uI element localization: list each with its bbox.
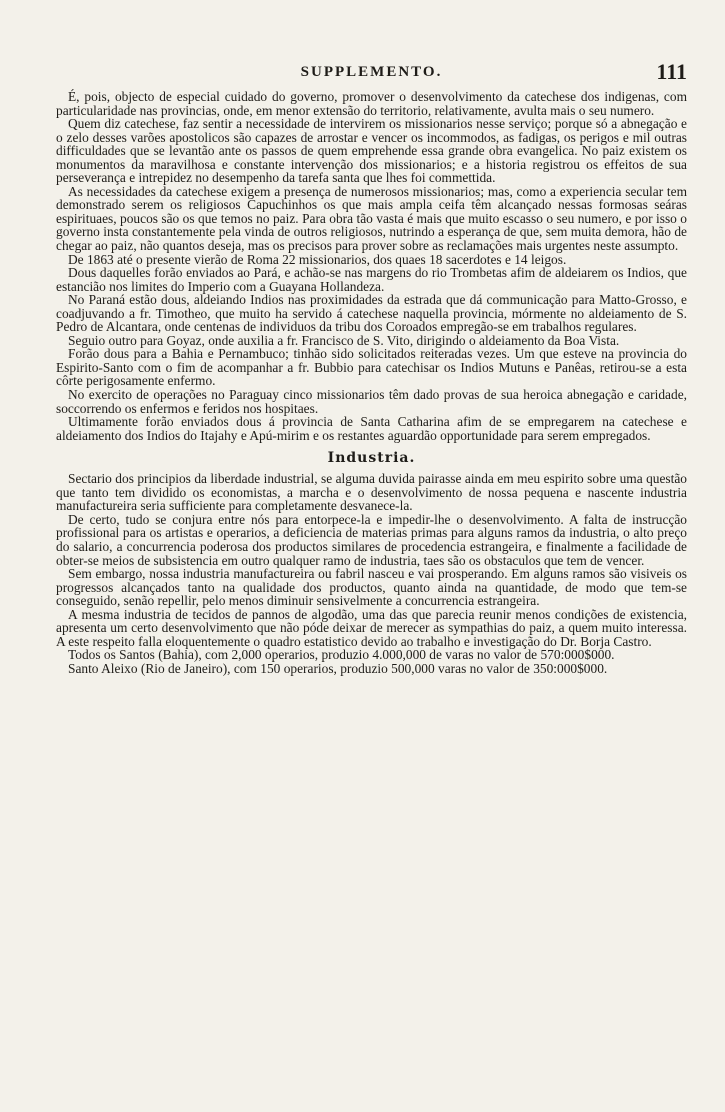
paragraph: Seguio outro para Goyaz, onde auxilia a fr. Francisco de S. Vito, dirigindo o aldeiamento da Boa Vista. [68, 332, 620, 348]
running-title: SUPPLEMENTO. [300, 64, 443, 80]
paragraph: Dous daquelles forão enviados ao Pará, e achão-se nas margens do rio Trombetas afim de aldeiarem os Indios, que estancião nos limites do Imperio com a Guayana Hollandeza. [56, 265, 687, 294]
paragraph: No Paraná estão dous, aldeiando Indios nas proximidades da estrada que dá communicação para Matto-Grosso, e coadjuvando a fr. Timotheo, que muito ha servido á catechese naquella provincia, mórmente no aldeiamento de S. Pedro de Alcantara, onde centenas de individuos da tribu dos Coroados empregão-se em trabalhos regulares. [56, 292, 687, 335]
paragraph: Quem diz catechese, faz sentir a necessidade de intervirem os missionarios nesse serviço; porque só a abnegação e o zelo desses varões apostolicos são capazes de arrostar e vencer os incommodos, as fadigas, os perigos e mil outras difficuldades que se levantão ante os passos de quem emprehende essa grande obra evangelica. No paiz existem os monumentos da maravilhosa e constante intervenção dos missionarios; e a historia registrou os effeitos de sua perseverança e intrepidez no desempenho da tarefa santa que lhes foi commettida. [56, 116, 687, 186]
section-catechese [56, 90, 687, 442]
paragraph: Forão dous para a Bahia e Pernambuco; tinhão sido solicitados reiteradas vezes. Um que esteve na provincia do Espirito-Santo com o fim de acompanhar a fr. Bubbio para catechisar os Indios Mutuns e Panêas, retirou-se a esta côrte perigosamente enfermo. [56, 346, 687, 389]
paragraph: De certo, tudo se conjura entre nós para entorpece-la e impedir-lhe o desenvolvimento. A falta de instrucção profissional para os artistas e operarios, a deficiencia de materias primas para alguns ramos da industria, o alto preço do salario, a concurrencia poderosa dos productos similares de procedencia estrangeira, e finalmente a facilidade de obter-se meios de subsistencia em outro qualquer ramo de industria, taes são os obstaculos que tem de vencer. [56, 511, 687, 568]
paragraph: Sectario dos principios da liberdade industrial, se alguma duvida pairasse ainda em meu espirito sobre uma questão que tanto tem dividido os economistas, a marcha e o desenvolvimento de nossa pequena e nascente industria manufactureira seria sufficiente para completamente desvanece-la. [56, 471, 687, 514]
page-header [56, 58, 687, 86]
paragraph: De 1863 até o presente vierão de Roma 22 missionarios, dos quaes 18 sacerdotes e 14 leigos. [68, 251, 567, 267]
paragraph: Sem embargo, nossa industria manufactureira ou fabril nasceu e vai prosperando. Em alguns ramos são visiveis os progressos alcançados tanto na qualidade dos productos, quanto ainda na quantidade, de modo que tem-se conseguido, senão repellir, pelo menos diminuir sensivelmente a concurrencia estrangeira. [56, 566, 687, 609]
paragraph: No exercito de operações no Paraguay cinco missionarios têm dado provas de sua heroica abnegação e caridade, soccorrendo os enfermos e feridos nos hospitaes. [56, 387, 687, 416]
paragraph: A mesma industria de tecidos de pannos de algodão, uma das que parecia reunir menos condições de existencia, apresenta um certo desenvolvimento que não póde deixar de merecer as sympathias do paiz, a quem muito interessa. A este respeito falla eloquentemente o quadro estatistico devido ao trabalho e investigação do Dr. Borja Castro. [56, 606, 687, 649]
section-heading-industria: Industria. [327, 450, 416, 467]
page-number: 111 [656, 59, 687, 84]
paragraph: É, pois, objecto de especial cuidado do governo, promover o desenvolvimento da catechese dos indigenas, com particularidade nas provincias, onde, em menor extensão do territorio, relativamente, avulta mais o seu numero. [56, 89, 687, 118]
paragraph: Ultimamente forão enviados dous á provincia de Santa Catharina afim de se empregarem na catechese e aldeiamento dos Indios do Itajahy e Apú-mirim e os restantes aguardão opportunidade para serem empregados. [56, 414, 687, 443]
paragraph: Santo Aleixo (Rio de Janeiro), com 150 operarios, produzio 500,000 varas no valor de 350:000$000. [68, 660, 608, 676]
paragraph: As necessidades da catechese exigem a presença de numerosos missionarios; mas, como a experiencia secular tem demonstrado serem os religiosos Capuchinhos os que mais ampla ceifa têm alcançado nessas formosas seáras espirituaes, poucos são os que temos no paiz. Para obra tão vasta é mais que muito escasso o seu numero, e por isso o governo insta constantemente pela vinda de outros religiosos, nutrindo a esperança de que, sem muita demora, hão de chegar ao paiz, não quantos deseja, mas os precisos para prover sobre as reclamações mais urgentes neste assumpto. [56, 183, 687, 254]
paragraph: Todos os Santos (Bahia), com 2,000 operarios, produzio 4.000,000 de varas no valor de 570:000$000. [68, 647, 615, 663]
section-industria [56, 472, 687, 675]
